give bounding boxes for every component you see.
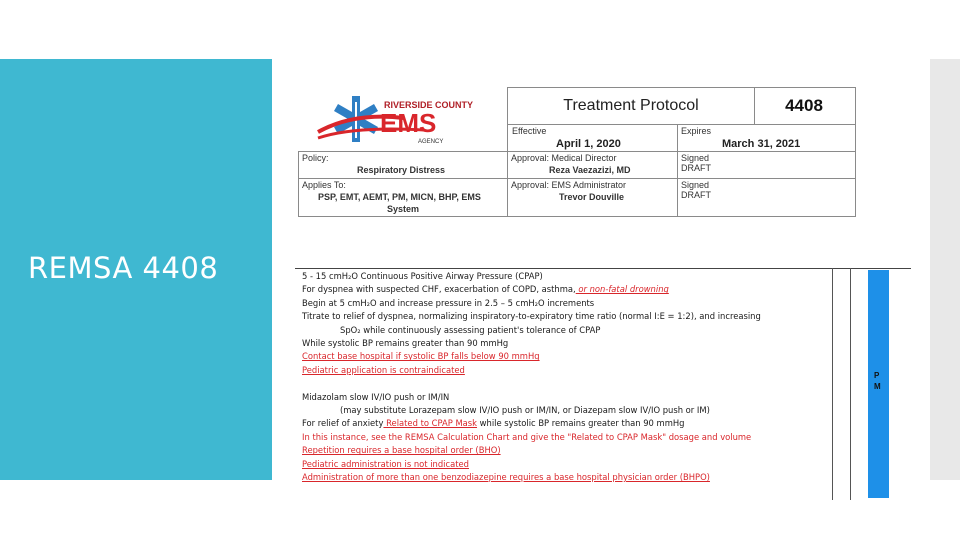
expires-date: March 31, 2021	[722, 138, 801, 150]
protocol-line: 5 - 15 cmH₂O Continuous Positive Airway Pressure (CPAP)	[302, 271, 543, 281]
spacer	[302, 377, 832, 390]
protocol-text	[302, 270, 832, 484]
signed-admin-value: DRAFT	[681, 190, 711, 200]
protocol-line: SpO₂ while continuously assessing patient's tolerance of CPAP	[340, 324, 601, 335]
protocol-line: Repetition requires a base hospital order (BHO)	[302, 445, 501, 456]
approval-md-value: Reza Vaezazizi, MD	[549, 165, 631, 175]
approval-md-label: Approval: Medical Director	[511, 153, 617, 163]
effective-date: April 1, 2020	[556, 138, 621, 150]
signed-md-value: DRAFT	[681, 163, 711, 173]
right-gutter	[930, 59, 960, 480]
svg-text:RIVERSIDE COUNTY: RIVERSIDE COUNTY	[384, 100, 474, 110]
applies-label: Applies To:	[302, 180, 346, 190]
protocol-line: Pediatric administration is not indicated	[302, 458, 469, 469]
approval-admin-label: Approval: EMS Administrator	[511, 180, 627, 190]
slide-title: REMSA 4408	[28, 251, 219, 285]
effective-label: Effective	[512, 126, 547, 136]
policy-label: Policy:	[302, 153, 329, 163]
protocol-line: Titrate to relief of dyspnea, normalizing inspiratory-to-expiratory time ratio (normal I:E = 1:2), and increasing	[302, 311, 761, 322]
signed-md-label: Signed	[681, 153, 710, 163]
protocol-line: While systolic BP remains greater than 90 mmHg	[302, 338, 509, 349]
ems-agency-logo	[314, 92, 494, 150]
protocol-line: Contact base hospital if systolic BP falls below 90 mmHg	[302, 351, 540, 362]
column-divider	[850, 268, 851, 500]
applies-value-2: System	[387, 204, 420, 214]
protocol-line: Begin at 5 cmH₂O and increase pressure in 2.5 – 5 cmH₂O increments	[302, 297, 595, 308]
applies-value: PSP, EMT, AEMT, PM, MICN, BHP, EMS	[318, 192, 481, 202]
protocol-line: Administration of more than one benzodiazepine requires a base hospital physician order (BHPO)	[302, 472, 710, 483]
signed-admin-label: Signed	[681, 180, 710, 190]
protocol-line: Pediatric application is contraindicated	[302, 364, 465, 375]
protocol-line: (may substitute Lorazepam slow IV/IO push or IM/IN, or Diazepam slow IV/IO push or IM)	[340, 405, 710, 416]
policy-value: Respiratory Distress	[357, 165, 446, 175]
svg-text:AGENCY: AGENCY	[418, 139, 444, 145]
expires-label: Expires	[681, 126, 712, 136]
protocol-title: Treatment Protocol	[563, 97, 699, 114]
protocol-line: In this instance, see the REMSA Calculation Chart and give the "Related to CPAP Mask" dosage and volume	[302, 431, 752, 442]
svg-text:EMS: EMS	[380, 108, 437, 138]
protocol-line: For dyspnea with suspected CHF, exacerbation of COPD, asthma, or non-fatal drowning	[302, 284, 669, 295]
approval-admin-value: Trevor Douville	[559, 192, 625, 202]
provider-level-code: P M	[874, 371, 881, 391]
protocol-line: Midazolam slow IV/IO push or IM/IN	[302, 391, 450, 402]
column-divider	[832, 268, 833, 500]
protocol-line: For relief of anxiety Related to CPAP Mask while systolic BP remains greater than 90 mmHg	[302, 418, 685, 429]
protocol-number: 4408	[785, 96, 823, 115]
